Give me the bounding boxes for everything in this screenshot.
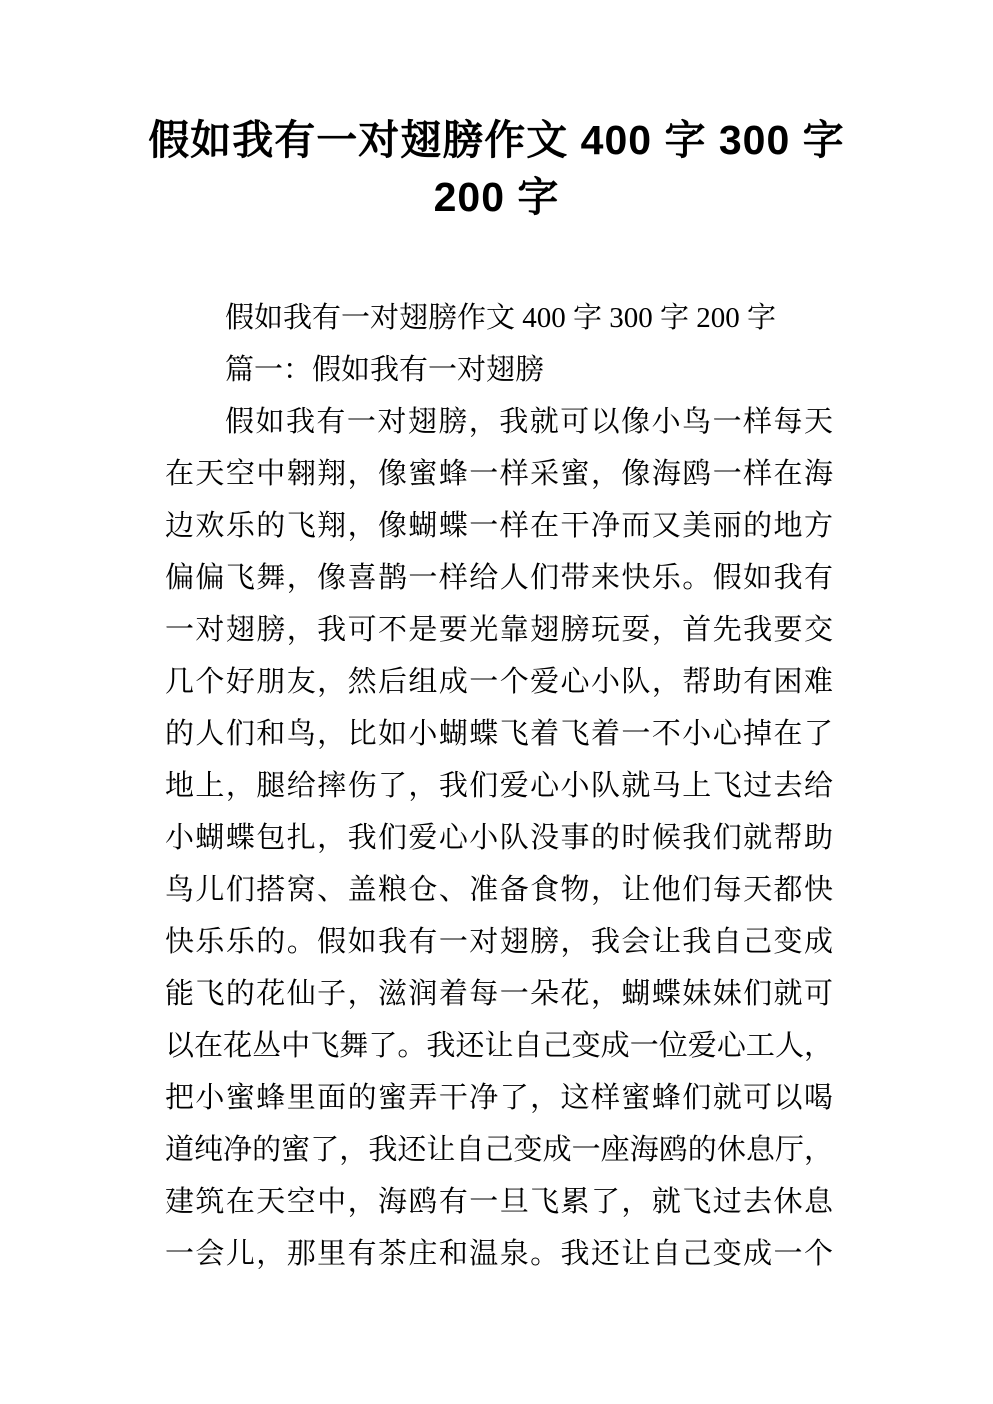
body-line: 以在花丛中飞舞了。我还让自己变成一位爱心工人，: [165, 1030, 833, 1062]
body-line: 假如我有一对翅膀，我就可以像小鸟一样每天: [225, 406, 833, 438]
body-line: 地上，腿给摔伤了，我们爱心小队就马上飞过去给: [165, 770, 833, 802]
body-line: 把小蜜蜂里面的蜜弄干净了，这样蜜蜂们就可以喝: [165, 1082, 833, 1114]
body-line: 鸟儿们搭窝、盖粮仓、准备食物，让他们每天都快: [165, 874, 833, 906]
body-line: 假如我有一对翅膀作文 400 字 300 字 200 字: [225, 302, 777, 334]
title-line: 假如我有一对翅膀作文 400 字 300 字: [148, 117, 845, 163]
body-line: 的人们和鸟，比如小蝴蝶飞着飞着一不小心掉在了: [165, 718, 833, 750]
body-line: 建筑在天空中，海鸥有一旦飞累了，就飞过去休息: [165, 1186, 833, 1218]
body-line: 偏偏飞舞，像喜鹊一样给人们带来快乐。假如我有: [165, 562, 833, 594]
body-line: 能飞的花仙子，滋润着每一朵花，蝴蝶妹妹们就可: [165, 978, 833, 1010]
body-line: 一会儿，那里有茶庄和温泉。我还让自己变成一个: [165, 1238, 833, 1270]
body-line: 道纯净的蜜了，我还让自己变成一座海鸥的休息厅，: [165, 1134, 833, 1166]
body-line: 边欢乐的飞翔，像蝴蝶一样在干净而又美丽的地方: [165, 510, 833, 542]
page-title: [0, 112, 993, 226]
body-line: 一对翅膀，我可不是要光靠翅膀玩耍，首先我要交: [165, 614, 833, 646]
body-line: 几个好朋友，然后组成一个爱心小队，帮助有困难: [165, 666, 833, 698]
body-line: 篇一：假如我有一对翅膀: [225, 354, 545, 386]
body-line: 小蝴蝶包扎，我们爱心小队没事的时候我们就帮助: [165, 822, 833, 854]
body-line: 快乐乐的。假如我有一对翅膀，我会让我自己变成: [165, 926, 833, 958]
title-line: 200 字: [433, 174, 560, 220]
body-line: 在天空中翱翔，像蜜蜂一样采蜜，像海鸥一样在海: [165, 458, 833, 490]
essay-body: [165, 292, 833, 1280]
